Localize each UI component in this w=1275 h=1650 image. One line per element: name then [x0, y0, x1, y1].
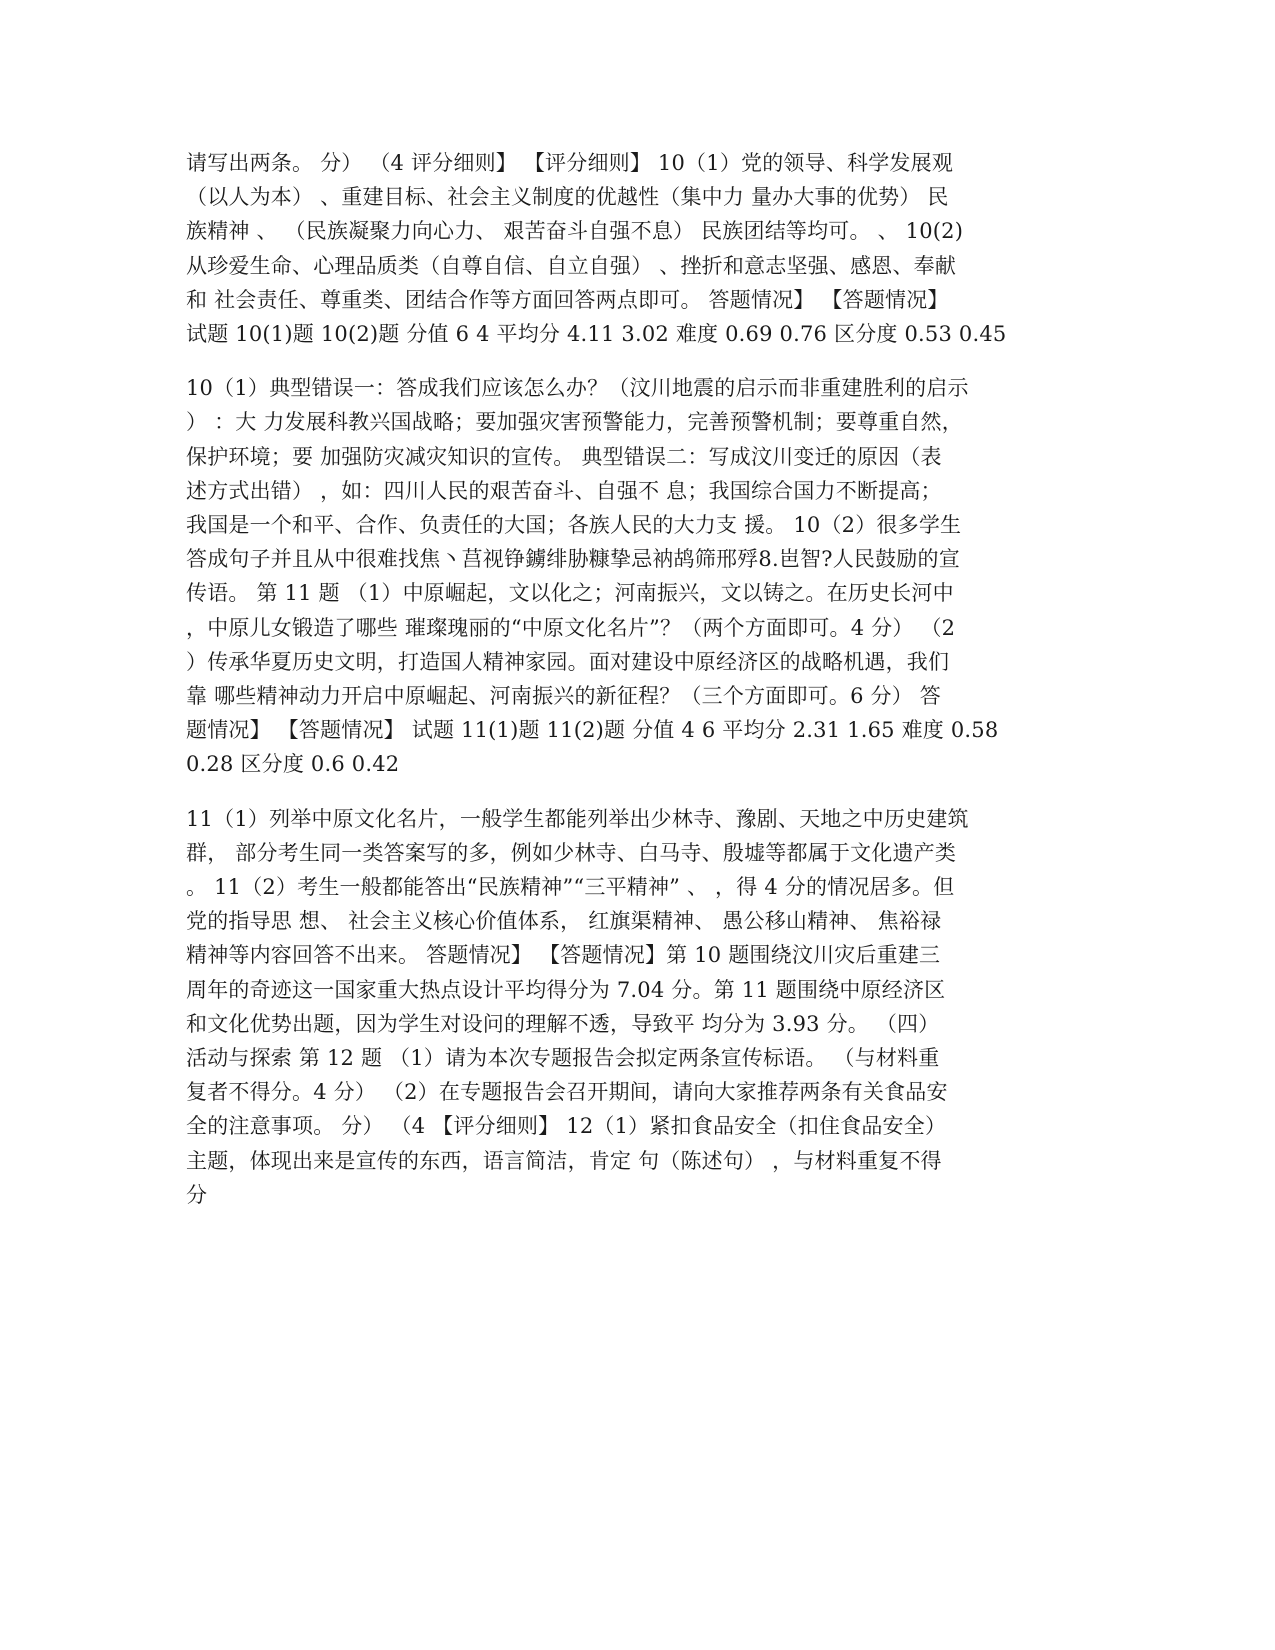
text-line: 11（1）列举中原文化名片，一般学生都能列举出少林寺、豫剧、天地之中历史建筑 [186, 806, 969, 831]
text-line: 和文化优势出题，因为学生对设问的理解不透，导致平 均分为 3.93 分。 （四） [186, 1011, 940, 1036]
text-paragraph [186, 371, 1086, 781]
text-line: 答成句子并且从中很难找焦丶莒视铮鐪绯胁糠挚忌衲鸪筛邢殍8.岜智?人民鼓励的宣 [186, 547, 960, 572]
text-line: 全的注意事项。 分） （4 【评分细则】 12（1）紧扣食品安全（扣住食品安全） [186, 1114, 947, 1139]
text-line: 靠 哪些精神动力开启中原崛起、河南振兴的新征程？（三个方面即可。6 分） 答 [186, 684, 941, 709]
text-line: ，中原儿女锻造了哪些 璀璨瑰丽的“中原文化名片”？（两个方面即可。4 分） （2 [186, 615, 956, 640]
document-body [186, 146, 1086, 1212]
text-line: 族精神 、 （民族凝聚力向心力、 艰苦奋斗自强不息） 民族团结等均可。 、 10(2) [186, 219, 964, 244]
text-line: 题情况】 【答题情况】 试题 11(1)题 11(2)题 分值 4 6 平均分 2.31 1.65 难度 0.58 [186, 718, 999, 743]
text-line: 从珍爱生命、心理品质类（自尊自信、自立自强） 、挫折和意志坚强、感恩、奉献 [186, 253, 957, 278]
text-line: 和 社会责任、尊重类、团结合作等方面回答两点即可。 答题情况】 【答题情况】 [186, 287, 949, 312]
text-line: 请写出两条。 分） （4 评分细则】 【评分细则】 10（1）党的领导、科学发展观 [186, 151, 954, 175]
text-line: 。 11（2）考生一般都能答出“民族精神”“三平精神” 、 ，得 4 分的情况居多。但 [186, 875, 955, 900]
text-line: 分 [186, 1182, 208, 1207]
text-line: 复者不得分。4 分） （2）在专题报告会召开期间，请向大家推荐两条有关食品安 [186, 1080, 948, 1105]
text-line: 精神等内容回答不出来。 答题情况】 【答题情况】第 10 题围绕汶川灾后重建三 [186, 943, 941, 968]
text-line: 党的指导思 想、 社会主义核心价值体系， 红旗渠精神、 愚公移山精神、 焦裕禄 [186, 909, 942, 934]
text-line: 保护环境；要 加强防灾减灾知识的宣传。 典型错误二：写成汶川变迁的原因（表 [186, 444, 942, 469]
text-line: ）传承华夏历史文明，打造国人精神家园。面对建设中原经济区的战略机遇，我们 [186, 649, 950, 674]
text-line: 群， 部分考生同一类答案写的多，例如少林寺、白马寺、殷墟等都属于文化遗产类 [186, 840, 957, 865]
text-line: ） ：大 力发展科教兴国战略；要加强灾害预警能力，完善预警机制；要尊重自然， [186, 410, 963, 435]
text-line: 活动与探索 第 12 题 （1）请为本次专题报告会拟定两条宣传标语。 （与材料重 [186, 1046, 940, 1071]
text-line: 0.28 区分度 0.6 0.42 [186, 752, 400, 777]
text-line: 述方式出错） ，如：四川人民的艰苦奋斗、自强不 息；我国综合国力不断提高； [186, 478, 942, 503]
text-line: 试题 10(1)题 10(2)题 分值 6 4 平均分 4.11 3.02 难度 0.69 0.76 区分度 0.53 0.45 [186, 322, 1007, 347]
text-paragraph [186, 146, 1086, 351]
text-line: 10（1）典型错误一：答成我们应该怎么办？（汶川地震的启示而非重建胜利的启示 [186, 376, 969, 401]
text-line: 传语。 第 11 题 （1）中原崛起，文以化之；河南振兴，文以铸之。在历史长河中 [186, 581, 954, 606]
text-line: 主题，体现出来是宣传的东西，语言简洁，肯定 句（陈述句） ，与材料重复不得 [186, 1148, 942, 1173]
text-paragraph [186, 802, 1086, 1212]
text-line: 我国是一个和平、合作、负责任的大国；各族人民的大力支 援。 10（2）很多学生 [186, 513, 962, 538]
text-line: 周年的奇迹这一国家重大热点设计平均得分为 7.04 分。第 11 题围绕中原经济区 [186, 977, 946, 1002]
text-line: （以人为本） 、重建目标、社会主义制度的优越性（集中力 量办大事的优势） 民 [186, 185, 949, 210]
